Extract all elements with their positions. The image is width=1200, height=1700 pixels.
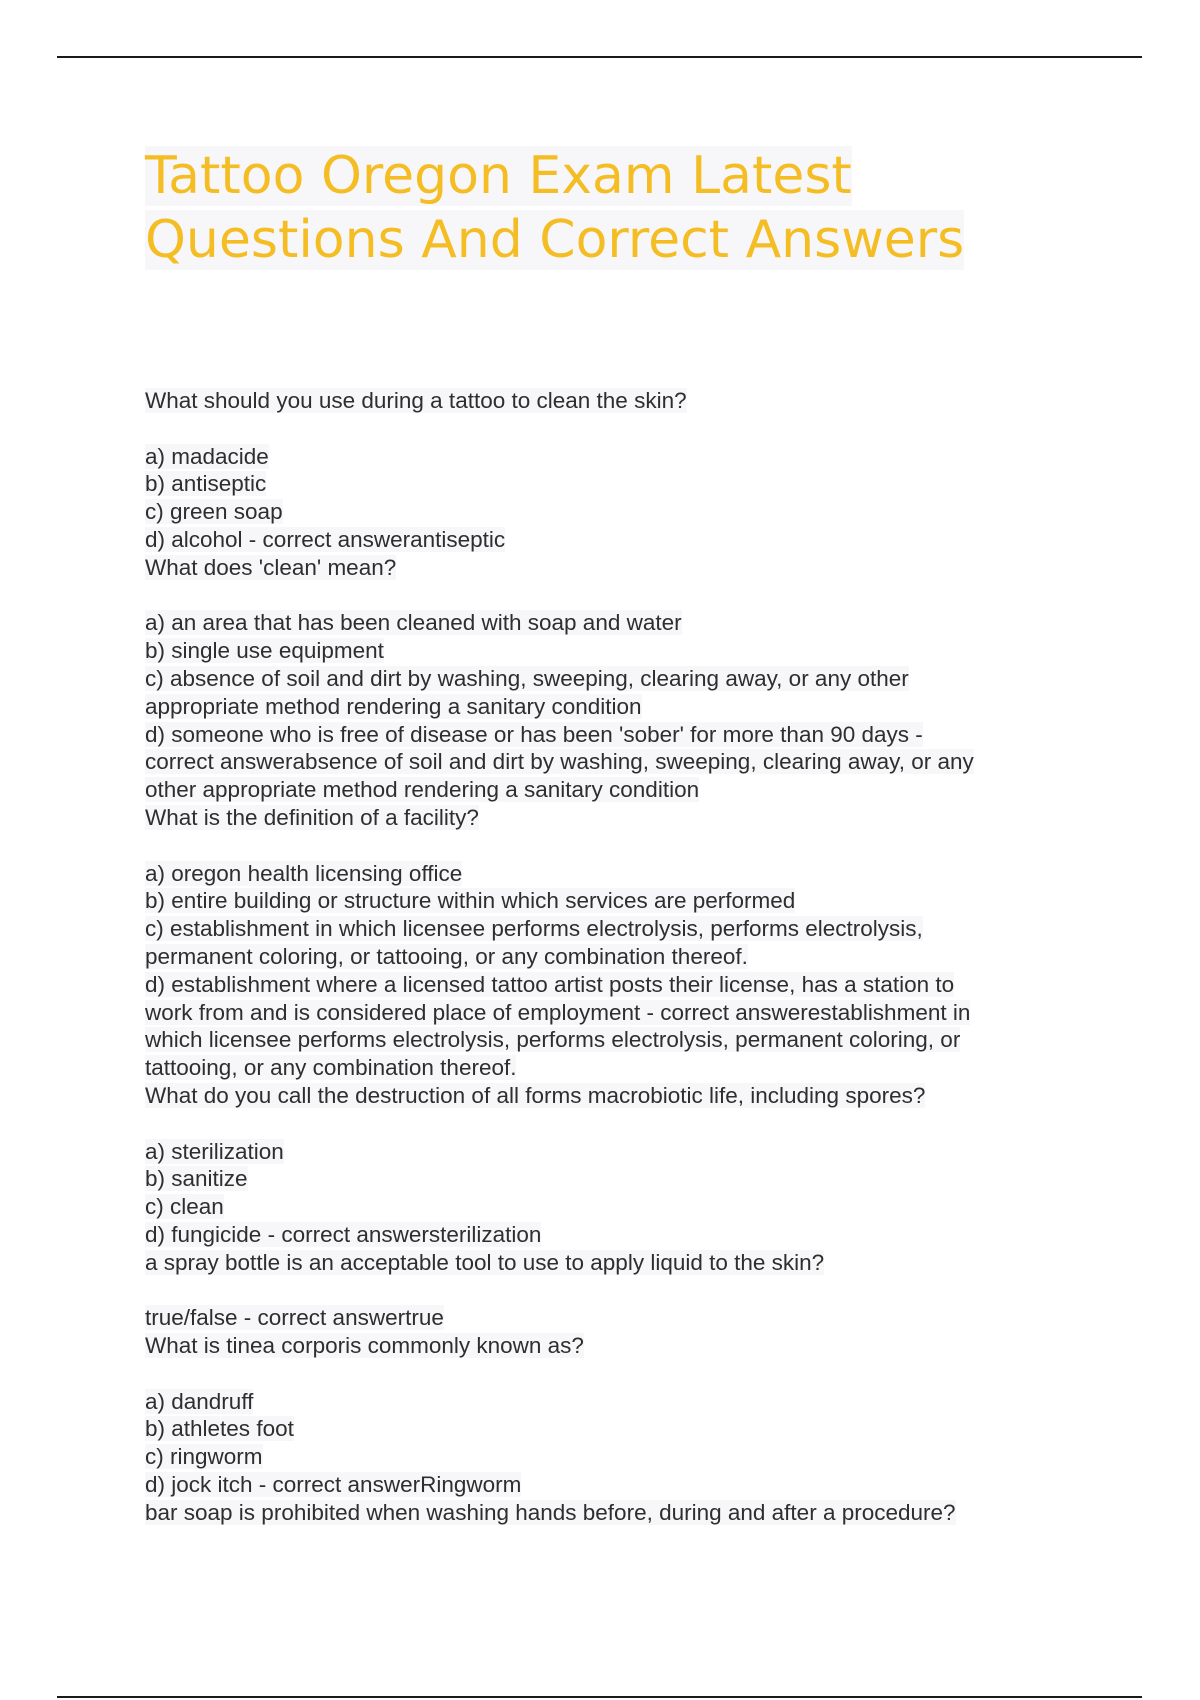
question-text (145, 1332, 1045, 1360)
answer-line (145, 1165, 1045, 1193)
blank-line (145, 582, 1045, 610)
answer-line-text: c) ringworm (145, 1444, 263, 1470)
question-text (145, 1499, 1045, 1527)
answer-line-text: a) an area that has been cleaned with soap and water (145, 610, 682, 636)
answer-line-text: c) absence of soil and dirt by washing, sweeping, clearing away, or any other (145, 665, 909, 691)
answer-line (145, 860, 1045, 888)
answer-line-text: d) establishment where a licensed tattoo artist posts their license, has a station to (145, 971, 955, 997)
answer-line (145, 1415, 1045, 1443)
answer-line (145, 1026, 1045, 1054)
answer-line-text: d) jock itch - correct answerRingworm (145, 1472, 522, 1498)
question-text (145, 1249, 1045, 1277)
question-block (145, 387, 1045, 554)
answer-line-text: c) clean (145, 1194, 224, 1220)
question-text-content: bar soap is prohibited when washing hands before, during and after a procedure? (145, 1499, 956, 1525)
question-block (145, 1249, 1045, 1332)
blank-line (145, 415, 1045, 443)
answer-line (145, 526, 1045, 554)
answer-line-text: true/false - correct answertrue (145, 1305, 444, 1331)
answer-line-text: a) dandruff (145, 1388, 254, 1414)
answer-line-text: a) sterilization (145, 1138, 284, 1164)
answer-line-text: b) sanitize (145, 1166, 248, 1192)
answer-line-text: a) madacide (145, 443, 269, 469)
answer-line (145, 999, 1045, 1027)
question-text (145, 554, 1045, 582)
blank-line (145, 832, 1045, 860)
question-text-content: What should you use during a tattoo to clean the skin? (145, 388, 687, 413)
blank-line (145, 1110, 1045, 1138)
answer-line-text: other appropriate method rendering a sanitary condition (145, 777, 700, 803)
answer-line-text: tattooing, or any combination thereof. (145, 1055, 517, 1081)
question-text-content: What is tinea corporis commonly known as? (145, 1333, 584, 1359)
answer-line-text: d) fungicide - correct answersterilization (145, 1221, 542, 1247)
question-list (145, 387, 1045, 1527)
answer-line (145, 943, 1045, 971)
answer-line (145, 443, 1045, 471)
answer-line-text: correct answerabsence of soil and dirt by washing, sweeping, clearing away, or any (145, 749, 974, 775)
answer-line (145, 693, 1045, 721)
answer-line (145, 887, 1045, 915)
answer-line (145, 1221, 1045, 1249)
answer-line-text: c) green soap (145, 499, 283, 525)
answer-line-text: appropriate method rendering a sanitary condition (145, 693, 642, 719)
answer-line (145, 637, 1045, 665)
answer-line-text: work from and is considered place of employment - correct answerestablishment in (145, 999, 971, 1025)
answer-line-text: b) entire building or structure within which services are performed (145, 888, 796, 914)
answer-line-text: which licensee performs electrolysis, performs electrolysis, permanent coloring, or (145, 1027, 961, 1053)
blank-line (145, 1360, 1045, 1388)
answer-line (145, 1138, 1045, 1166)
answer-line (145, 1193, 1045, 1221)
question-text-content: What is the definition of a facility? (145, 804, 479, 830)
answer-line (145, 1388, 1045, 1416)
answer-line (145, 721, 1045, 749)
answer-line (145, 776, 1045, 804)
question-text-content: What does 'clean' mean? (145, 554, 397, 580)
answer-line-text: b) single use equipment (145, 638, 384, 664)
answer-line-text: a) oregon health licensing office (145, 860, 463, 886)
top-rule (57, 56, 1142, 58)
answer-line (145, 665, 1045, 693)
page-title-text: Tattoo Oregon Exam Latest Questions And Correct Answers (145, 146, 965, 270)
question-block (145, 804, 1045, 1082)
page-title (145, 144, 1025, 272)
question-text (145, 1082, 1045, 1110)
answer-line (145, 609, 1045, 637)
answer-line-text: c) establishment in which licensee performs electrolysis, performs electrolysis, (145, 916, 923, 942)
answer-line-text: d) alcohol - correct answerantiseptic (145, 526, 506, 552)
answer-line-text: d) someone who is free of disease or has been 'sober' for more than 90 days - (145, 721, 923, 747)
question-block (145, 1499, 1045, 1527)
question-block (145, 1332, 1045, 1499)
answer-line-text: permanent coloring, or tattooing, or any combination thereof. (145, 943, 748, 969)
question-text (145, 387, 1045, 415)
bottom-rule (57, 1696, 1142, 1698)
answer-line (145, 1054, 1045, 1082)
question-text-content: What do you call the destruction of all forms macrobiotic life, including spores? (145, 1082, 926, 1108)
question-text-content: a spray bottle is an acceptable tool to use to apply liquid to the skin? (145, 1249, 825, 1275)
answer-line (145, 498, 1045, 526)
answer-line (145, 915, 1045, 943)
answer-line (145, 1443, 1045, 1471)
answer-line-text: b) athletes foot (145, 1416, 294, 1442)
question-block (145, 554, 1045, 804)
answer-line-text: b) antiseptic (145, 471, 267, 497)
answer-line (145, 470, 1045, 498)
answer-line (145, 1471, 1045, 1499)
question-text (145, 804, 1045, 832)
blank-line (145, 1277, 1045, 1305)
answer-line (145, 1304, 1045, 1332)
answer-line (145, 971, 1045, 999)
question-block (145, 1082, 1045, 1249)
answer-line (145, 748, 1045, 776)
